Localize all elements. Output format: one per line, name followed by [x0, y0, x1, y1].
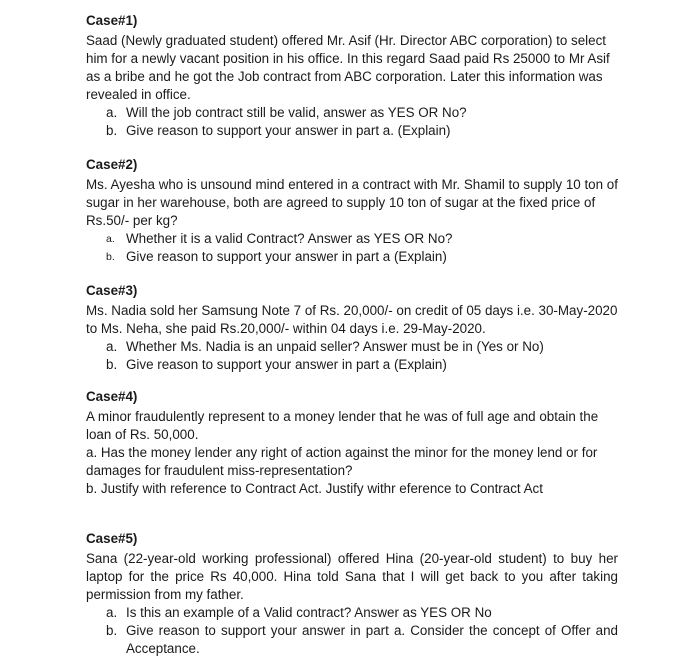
case-1-question-b-text: Give reason to support your answer in part a. (Explain) — [126, 123, 451, 138]
case-3-question-b — [86, 356, 618, 374]
case-2-question-a — [86, 230, 618, 248]
case-2-question-b-marker: b. — [106, 251, 115, 263]
case-1 — [86, 12, 618, 140]
case-4-question-a: a. Has the money lender any right of action against the minor for the money lend or for damages for fraudulent miss-representation? — [86, 445, 598, 478]
case-3-question-b-marker: b. — [106, 357, 118, 372]
case-1-question-a — [86, 104, 618, 122]
case-3 — [86, 282, 618, 374]
case-1-question-b-marker: b. — [106, 123, 118, 138]
case-2-question-a-text: Whether it is a valid Contract? Answer as YES OR No? — [126, 231, 453, 246]
case-1-text: Saad (Newly graduated student) offered Mr. Asif (Hr. Director ABC corporation) to select him for a newly vacant position in his office. In this regard Saad paid Rs 25000 to Mr Asif as a bribe and he got the Job contract from ABC corporation. Later this information was revealed in office. — [86, 33, 610, 102]
case-4-question-b: b. Justify with reference to Contract Act. Justify withr eference to Contract Act — [86, 481, 543, 496]
case-2-text: Ms. Ayesha who is unsound mind entered in a contract with Mr. Shamil to supply 10 ton of sugar in her warehouse, both are agreed to supply 10 ton of sugar at the fixed price of Rs.50/- per kg? — [86, 177, 618, 228]
case-5-question-b-marker: b. — [106, 623, 118, 638]
case-3-question-a-marker: a. — [106, 339, 118, 354]
case-5 — [86, 530, 618, 658]
case-5-question-a-marker: a. — [106, 605, 118, 620]
case-1-question-a-text: Will the job contract still be valid, answer as YES OR No? — [126, 105, 467, 120]
case-5-question-b-text: Give reason to support your answer in part a. Consider the concept of Offer and Acceptance. — [126, 623, 618, 656]
case-5-title: Case#5) — [86, 531, 138, 546]
case-5-question-a — [86, 604, 618, 622]
case-3-text: Ms. Nadia sold her Samsung Note 7 of Rs. 20,000/- on credit of 05 days i.e. 30-May-2020 to Ms. Neha, she paid Rs.20,000/- within 04 days i.e. 29-May-2020. — [86, 303, 618, 336]
case-4-text: A minor fraudulently represent to a money lender that he was of full age and obtain the loan of Rs. 50,000. — [86, 409, 599, 442]
case-2 — [86, 156, 618, 266]
case-3-question-a — [86, 338, 618, 356]
case-4-title: Case#4) — [86, 389, 138, 404]
case-4 — [86, 388, 618, 498]
case-2-title: Case#2) — [86, 157, 138, 172]
case-3-question-a-text: Whether Ms. Nadia is an unpaid seller? Answer must be in (Yes or No) — [126, 339, 544, 354]
case-2-question-b — [86, 248, 618, 266]
case-5-question-b — [86, 622, 618, 658]
case-3-question-b-text: Give reason to support your answer in part a (Explain) — [126, 357, 447, 372]
case-2-question-a-marker: a. — [106, 233, 115, 245]
case-1-title: Case#1) — [86, 13, 138, 28]
case-1-question-a-marker: a. — [106, 105, 118, 120]
case-2-question-b-text: Give reason to support your answer in part a (Explain) — [126, 249, 447, 264]
case-5-question-a-text: Is this an example of a Valid contract? Answer as YES OR No — [126, 605, 492, 620]
case-3-title: Case#3) — [86, 283, 138, 298]
case-1-question-b — [86, 122, 618, 140]
case-5-text: Sana (22-year-old working professional) offered Hina (20-year-old student) to buy her laptop for the price Rs 40,000. Hina told Sana that I will get back to you after taking permission from my father. — [86, 551, 618, 602]
